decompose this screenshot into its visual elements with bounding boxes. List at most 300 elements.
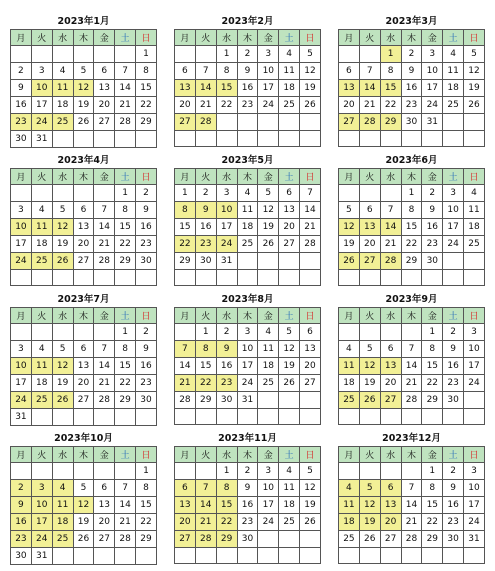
week-row (175, 547, 321, 564)
month-calendar (10, 432, 157, 565)
day-cell: 5 (279, 323, 300, 340)
weekday-header: 火 (31, 30, 52, 46)
day-cell: 10 (422, 62, 443, 79)
day-cell: 23 (136, 235, 157, 252)
day-cell: 30 (401, 113, 422, 130)
week-row (175, 113, 321, 130)
day-cell: 27 (279, 235, 300, 252)
empty-cell (52, 323, 73, 340)
empty-cell (279, 252, 300, 269)
month-grid (10, 307, 157, 426)
day-cell: 28 (401, 391, 422, 408)
day-cell: 4 (31, 201, 52, 218)
weekday-header: 土 (443, 308, 464, 324)
empty-cell (464, 130, 485, 147)
empty-cell (359, 408, 380, 425)
weekday-header-row (339, 308, 485, 324)
day-cell: 23 (443, 513, 464, 530)
day-cell: 10 (31, 79, 52, 96)
day-cell: 27 (94, 530, 115, 547)
day-cell: 20 (380, 374, 401, 391)
day-cell: 4 (443, 45, 464, 62)
weekday-header: 火 (195, 308, 216, 324)
empty-cell (279, 113, 300, 130)
day-cell: 11 (279, 479, 300, 496)
empty-cell (94, 547, 115, 564)
day-cell: 28 (115, 113, 136, 130)
weekday-header: 水 (52, 30, 73, 46)
day-cell: 28 (359, 113, 380, 130)
day-cell: 25 (237, 235, 258, 252)
month-title: 2023年5月 (221, 155, 274, 166)
day-cell: 9 (237, 479, 258, 496)
week-row (11, 130, 157, 147)
day-cell: 16 (216, 357, 237, 374)
day-cell: 12 (359, 496, 380, 513)
day-cell: 18 (52, 96, 73, 113)
week-row (175, 235, 321, 252)
day-cell: 2 (136, 184, 157, 201)
day-cell: 4 (31, 340, 52, 357)
day-cell: 9 (136, 340, 157, 357)
week-row (175, 462, 321, 479)
day-cell: 26 (52, 391, 73, 408)
day-cell: 23 (422, 235, 443, 252)
week-row (339, 391, 485, 408)
day-cell: 21 (94, 235, 115, 252)
weekday-header-row (339, 169, 485, 185)
empty-cell (237, 547, 258, 564)
empty-cell (339, 462, 360, 479)
day-cell: 24 (258, 513, 279, 530)
week-row (11, 269, 157, 286)
empty-cell (279, 130, 300, 147)
empty-cell (237, 408, 258, 425)
day-cell: 5 (300, 45, 321, 62)
day-cell: 28 (195, 113, 216, 130)
day-cell: 5 (52, 340, 73, 357)
day-cell: 17 (443, 218, 464, 235)
empty-cell (464, 252, 485, 269)
day-cell: 5 (300, 462, 321, 479)
day-cell: 6 (300, 323, 321, 340)
weekday-header: 水 (380, 169, 401, 185)
empty-cell (94, 184, 115, 201)
month-grid (174, 307, 321, 425)
empty-cell (339, 184, 360, 201)
day-cell: 6 (279, 184, 300, 201)
empty-cell (73, 547, 94, 564)
day-cell: 20 (73, 374, 94, 391)
week-row (175, 62, 321, 79)
day-cell: 11 (52, 496, 73, 513)
day-cell: 26 (279, 374, 300, 391)
day-cell: 17 (258, 496, 279, 513)
day-cell: 11 (52, 79, 73, 96)
day-cell: 20 (300, 357, 321, 374)
day-cell: 6 (175, 479, 196, 496)
day-cell: 27 (73, 252, 94, 269)
day-cell: 7 (94, 201, 115, 218)
day-cell: 3 (258, 462, 279, 479)
day-cell: 2 (11, 62, 32, 79)
week-row (339, 235, 485, 252)
day-cell: 3 (422, 45, 443, 62)
weekday-header: 金 (94, 30, 115, 46)
day-cell: 16 (401, 79, 422, 96)
day-cell: 14 (195, 79, 216, 96)
day-cell: 16 (443, 496, 464, 513)
empty-cell (11, 45, 32, 62)
empty-cell (258, 252, 279, 269)
empty-cell (339, 130, 360, 147)
empty-cell (73, 269, 94, 286)
day-cell: 25 (52, 113, 73, 130)
day-cell: 29 (401, 252, 422, 269)
day-cell: 2 (216, 323, 237, 340)
week-row (339, 513, 485, 530)
day-cell: 1 (175, 184, 196, 201)
weekday-header: 日 (464, 169, 485, 185)
day-cell: 20 (279, 218, 300, 235)
day-cell: 13 (73, 357, 94, 374)
day-cell: 12 (464, 62, 485, 79)
day-cell: 28 (380, 252, 401, 269)
day-cell: 28 (94, 252, 115, 269)
weekday-header: 土 (279, 30, 300, 46)
weekday-header: 日 (136, 169, 157, 185)
empty-cell (401, 408, 422, 425)
day-cell: 15 (175, 218, 196, 235)
weekday-header: 土 (443, 447, 464, 463)
weekday-header: 木 (73, 308, 94, 324)
weekday-header: 水 (52, 169, 73, 185)
day-cell: 11 (258, 340, 279, 357)
empty-cell (237, 113, 258, 130)
day-cell: 26 (52, 252, 73, 269)
week-row (339, 357, 485, 374)
week-row (11, 496, 157, 513)
month-title: 2023年9月 (385, 294, 438, 305)
day-cell: 25 (443, 96, 464, 113)
weekday-header: 日 (136, 30, 157, 46)
day-cell: 27 (73, 391, 94, 408)
day-cell: 25 (52, 530, 73, 547)
day-cell: 8 (136, 62, 157, 79)
week-row (339, 62, 485, 79)
day-cell: 8 (115, 340, 136, 357)
empty-cell (216, 269, 237, 286)
weekday-header: 月 (339, 447, 360, 463)
weekday-header: 金 (258, 447, 279, 463)
empty-cell (300, 130, 321, 147)
day-cell: 17 (464, 357, 485, 374)
empty-cell (175, 45, 196, 62)
month-calendar (174, 15, 321, 147)
empty-cell (195, 547, 216, 564)
day-cell: 29 (136, 530, 157, 547)
day-cell: 28 (300, 235, 321, 252)
weekday-header: 火 (195, 447, 216, 463)
empty-cell (359, 184, 380, 201)
weekday-header: 木 (73, 447, 94, 463)
weekday-header: 水 (52, 308, 73, 324)
weekday-header: 日 (136, 308, 157, 324)
empty-cell (136, 408, 157, 425)
day-cell: 10 (11, 357, 32, 374)
empty-cell (300, 547, 321, 564)
empty-cell (380, 323, 401, 340)
empty-cell (216, 130, 237, 147)
week-row (339, 96, 485, 113)
weekday-header: 水 (216, 447, 237, 463)
day-cell: 16 (195, 218, 216, 235)
day-cell: 6 (175, 62, 196, 79)
empty-cell (464, 408, 485, 425)
day-cell: 29 (195, 391, 216, 408)
weekday-header: 土 (279, 169, 300, 185)
day-cell: 4 (52, 62, 73, 79)
weekday-header: 金 (94, 308, 115, 324)
day-cell: 9 (443, 479, 464, 496)
day-cell: 7 (300, 184, 321, 201)
weekday-header: 金 (258, 30, 279, 46)
week-row (11, 218, 157, 235)
day-cell: 30 (216, 391, 237, 408)
day-cell: 15 (115, 357, 136, 374)
empty-cell (195, 45, 216, 62)
empty-cell (380, 462, 401, 479)
empty-cell (73, 408, 94, 425)
week-row (175, 218, 321, 235)
day-cell: 19 (464, 79, 485, 96)
month-grid (10, 29, 157, 148)
day-cell: 25 (339, 530, 360, 547)
week-row (11, 62, 157, 79)
day-cell: 18 (31, 374, 52, 391)
day-cell: 10 (216, 201, 237, 218)
day-cell: 21 (195, 96, 216, 113)
day-cell: 18 (258, 357, 279, 374)
empty-cell (401, 462, 422, 479)
month-title: 2023年12月 (382, 433, 441, 444)
month-grid (174, 29, 321, 147)
day-cell: 6 (380, 479, 401, 496)
weekday-header: 金 (94, 169, 115, 185)
day-cell: 12 (300, 62, 321, 79)
month-calendar (338, 154, 485, 286)
day-cell: 3 (464, 323, 485, 340)
day-cell: 30 (422, 252, 443, 269)
day-cell: 26 (359, 391, 380, 408)
week-row (175, 201, 321, 218)
day-cell: 1 (115, 323, 136, 340)
empty-cell (136, 269, 157, 286)
day-cell: 8 (195, 340, 216, 357)
day-cell: 12 (52, 357, 73, 374)
day-cell: 17 (31, 513, 52, 530)
empty-cell (175, 130, 196, 147)
empty-cell (258, 113, 279, 130)
empty-cell (443, 547, 464, 564)
day-cell: 8 (422, 479, 443, 496)
empty-cell (258, 391, 279, 408)
day-cell: 15 (216, 496, 237, 513)
month-title: 2023年6月 (385, 155, 438, 166)
empty-cell (237, 269, 258, 286)
weekday-header: 水 (216, 308, 237, 324)
day-cell: 10 (258, 62, 279, 79)
weekday-header: 月 (11, 30, 32, 46)
weekday-header: 月 (175, 447, 196, 463)
day-cell: 21 (380, 235, 401, 252)
weekday-header: 日 (136, 447, 157, 463)
day-cell: 7 (359, 62, 380, 79)
day-cell: 10 (31, 496, 52, 513)
week-row (11, 79, 157, 96)
month-calendar (10, 154, 157, 286)
day-cell: 18 (279, 496, 300, 513)
day-cell: 5 (52, 201, 73, 218)
empty-cell (339, 45, 360, 62)
day-cell: 2 (237, 462, 258, 479)
day-cell: 6 (339, 62, 360, 79)
day-cell: 4 (339, 340, 360, 357)
day-cell: 9 (136, 201, 157, 218)
day-cell: 13 (300, 340, 321, 357)
empty-cell (11, 462, 32, 479)
day-cell: 7 (115, 62, 136, 79)
day-cell: 26 (73, 530, 94, 547)
day-cell: 29 (136, 113, 157, 130)
week-row (339, 184, 485, 201)
day-cell: 11 (31, 218, 52, 235)
day-cell: 31 (422, 113, 443, 130)
day-cell: 8 (216, 479, 237, 496)
weekday-header: 土 (115, 30, 136, 46)
day-cell: 21 (359, 96, 380, 113)
empty-cell (115, 130, 136, 147)
week-row (339, 323, 485, 340)
weekday-header: 日 (464, 308, 485, 324)
day-cell: 14 (359, 79, 380, 96)
day-cell: 30 (136, 252, 157, 269)
day-cell: 30 (136, 391, 157, 408)
weekday-header: 月 (11, 169, 32, 185)
empty-cell (136, 547, 157, 564)
week-row (175, 184, 321, 201)
week-row (175, 130, 321, 147)
empty-cell (380, 130, 401, 147)
day-cell: 30 (237, 530, 258, 547)
day-cell: 3 (443, 184, 464, 201)
month-calendar (10, 293, 157, 426)
empty-cell (31, 269, 52, 286)
month-calendar (174, 154, 321, 286)
week-row (339, 408, 485, 425)
week-row (175, 96, 321, 113)
weekday-header-row (175, 447, 321, 463)
empty-cell (115, 547, 136, 564)
empty-cell (73, 462, 94, 479)
weekday-header: 水 (216, 169, 237, 185)
day-cell: 1 (136, 462, 157, 479)
week-row (175, 79, 321, 96)
empty-cell (464, 269, 485, 286)
day-cell: 12 (279, 340, 300, 357)
empty-cell (258, 530, 279, 547)
day-cell: 21 (300, 218, 321, 235)
month-title: 2023年2月 (221, 16, 274, 27)
day-cell: 23 (11, 113, 32, 130)
day-cell: 20 (339, 96, 360, 113)
empty-cell (464, 391, 485, 408)
day-cell: 11 (339, 496, 360, 513)
weekday-header: 月 (11, 308, 32, 324)
day-cell: 17 (11, 374, 32, 391)
day-cell: 27 (339, 113, 360, 130)
day-cell: 6 (73, 340, 94, 357)
week-row (339, 479, 485, 496)
empty-cell (94, 45, 115, 62)
week-row (11, 462, 157, 479)
day-cell: 16 (136, 218, 157, 235)
day-cell: 25 (31, 252, 52, 269)
day-cell: 12 (339, 218, 360, 235)
week-row (175, 391, 321, 408)
day-cell: 16 (237, 79, 258, 96)
empty-cell (422, 408, 443, 425)
empty-cell (31, 408, 52, 425)
day-cell: 14 (380, 218, 401, 235)
empty-cell (115, 462, 136, 479)
empty-cell (339, 547, 360, 564)
weekday-header: 木 (73, 169, 94, 185)
day-cell: 9 (422, 201, 443, 218)
week-row (339, 340, 485, 357)
day-cell: 2 (443, 462, 464, 479)
day-cell: 15 (401, 218, 422, 235)
weekday-header: 月 (175, 169, 196, 185)
empty-cell (216, 547, 237, 564)
week-row (339, 218, 485, 235)
empty-cell (31, 462, 52, 479)
day-cell: 12 (359, 357, 380, 374)
day-cell: 13 (73, 218, 94, 235)
empty-cell (359, 462, 380, 479)
day-cell: 9 (11, 496, 32, 513)
week-row (339, 269, 485, 286)
empty-cell (52, 45, 73, 62)
day-cell: 25 (279, 513, 300, 530)
day-cell: 19 (300, 79, 321, 96)
month-grid (174, 168, 321, 286)
day-cell: 7 (195, 62, 216, 79)
day-cell: 20 (94, 513, 115, 530)
day-cell: 26 (258, 235, 279, 252)
weekday-header: 木 (237, 30, 258, 46)
day-cell: 22 (422, 513, 443, 530)
weekday-header: 火 (195, 169, 216, 185)
empty-cell (73, 130, 94, 147)
day-cell: 21 (94, 374, 115, 391)
weekday-header: 日 (464, 30, 485, 46)
weekday-header: 日 (300, 169, 321, 185)
weekday-header: 土 (115, 447, 136, 463)
weekday-header: 月 (175, 308, 196, 324)
empty-cell (136, 130, 157, 147)
day-cell: 30 (195, 252, 216, 269)
